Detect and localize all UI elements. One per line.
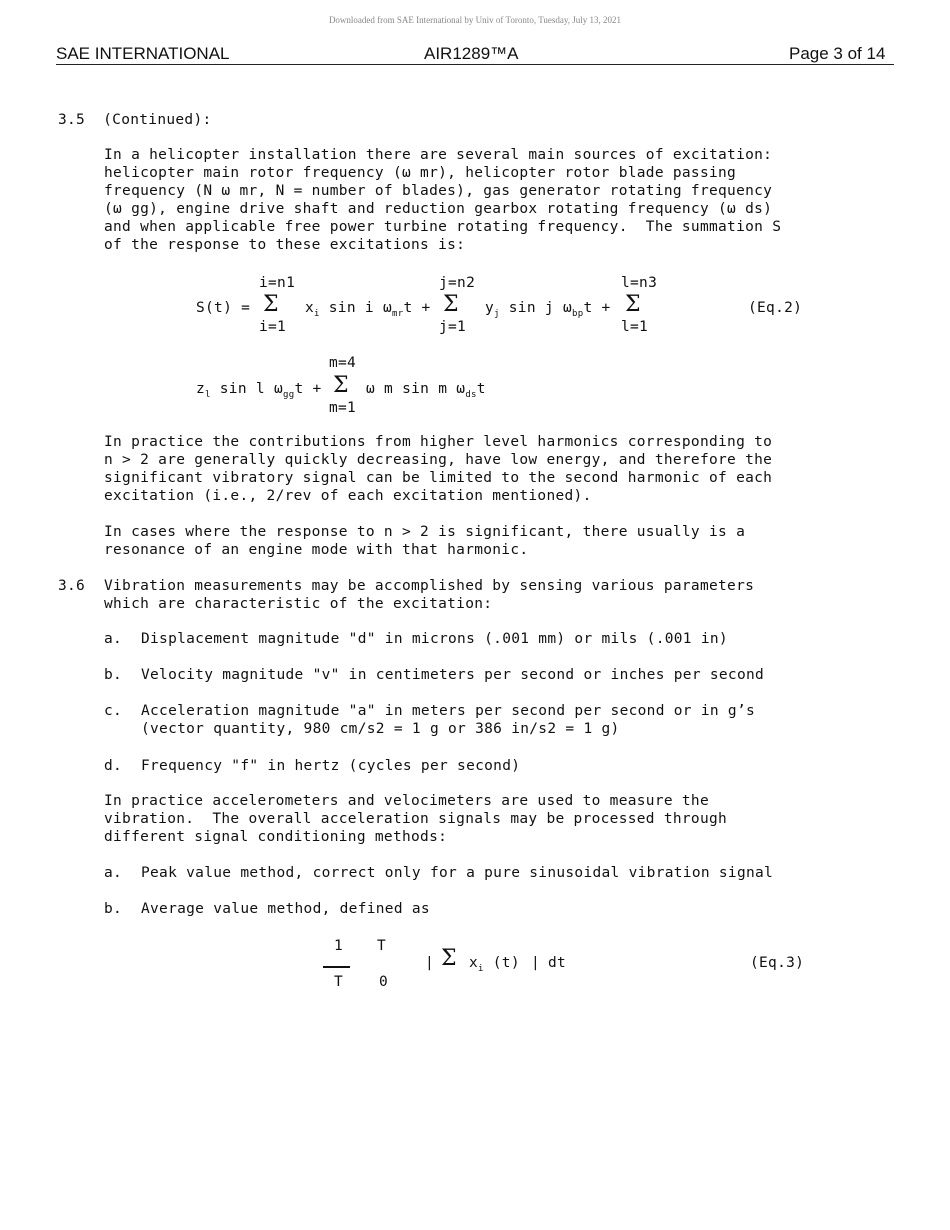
list-item: (vector quantity, 980 cm/s2 = 1 g or 386 in/s2 = 1 g)	[141, 721, 620, 737]
fraction-denominator: T	[334, 974, 344, 990]
sigma-symbol: Σ	[443, 292, 459, 317]
equation-term: $z_l$ sin l $\omega_{gg}t$ +	[196, 381, 322, 400]
text-line: Vibration measurements may be accomplished by sensing various parameters	[104, 578, 755, 594]
header-doc-id: AIR1289™A	[424, 44, 519, 63]
equation-term: ω m sin m $\omega_{ds}t$	[366, 381, 486, 400]
equation-label: (Eq.2)	[748, 300, 803, 316]
list-marker: c.	[104, 703, 123, 719]
list-marker: b.	[104, 667, 123, 683]
abs-bar-close: |	[531, 955, 541, 971]
text-line: different signal conditioning methods:	[104, 829, 448, 845]
download-notice: Downloaded from SAE International by Univ of Toronto, Tuesday, July 13, 2021	[328, 15, 622, 25]
header-org: SAE INTERNATIONAL	[56, 44, 230, 63]
sigma-symbol: Σ	[625, 292, 641, 317]
text-line: resonance of an engine mode with that harmonic.	[104, 542, 529, 558]
sum-upper-limit: i=n1	[259, 275, 296, 291]
section-3-6-number: 3.6	[58, 578, 86, 594]
header-page-number: Page 3 of 14	[789, 44, 886, 63]
list-marker: d.	[104, 758, 123, 774]
text-line: which are characteristic of the excitation:	[104, 596, 493, 612]
integral-upper-limit: T	[377, 938, 387, 954]
sigma-symbol: Σ	[333, 373, 349, 398]
integral-lower-limit: 0	[379, 974, 389, 990]
list-item: Displacement magnitude "d" in microns (.001 mm) or mils (.001 in)	[141, 631, 728, 647]
sum-lower-limit: j=1	[439, 319, 467, 335]
text-line: of the response to these excitations is:	[104, 237, 466, 253]
text-line: (ω gg), engine drive shaft and reduction gearbox rotating frequency (ω ds)	[104, 201, 773, 217]
sum-upper-limit: l=n3	[621, 275, 658, 291]
text-line: frequency (N ω mr, N = number of blades), gas generator rotating frequency	[104, 183, 773, 199]
sigma-symbol: Σ	[263, 292, 279, 317]
sigma-symbol: Σ	[441, 946, 457, 971]
equation-term: $x_i$ sin i $\omega_{mr}t$ +	[305, 300, 431, 319]
list-item: Velocity magnitude "v" in centimeters per second or inches per second	[141, 667, 765, 683]
abs-bar-open: |	[425, 955, 435, 971]
header-rule	[56, 64, 894, 65]
fraction-bar	[323, 966, 350, 968]
text-line: In practice accelerometers and velocimeters are used to measure the	[104, 793, 709, 809]
sum-lower-limit: i=1	[259, 319, 287, 335]
list-marker: a.	[104, 631, 123, 647]
fraction-numerator: 1	[334, 938, 344, 954]
section-3-5-heading: 3.5 (Continued):	[58, 112, 212, 128]
text-line: vibration. The overall acceleration signals may be processed through	[104, 811, 728, 827]
equation-label: (Eq.3)	[750, 955, 805, 971]
text-line: In cases where the response to n > 2 is significant, there usually is a	[104, 524, 746, 540]
text-line: n > 2 are generally quickly decreasing, have low energy, and therefore the	[104, 452, 773, 468]
sum-upper-limit: j=n2	[439, 275, 476, 291]
list-item: Peak value method, correct only for a pure sinusoidal vibration signal	[141, 865, 774, 881]
text-line: In a helicopter installation there are several main sources of excitation:	[104, 147, 773, 163]
text-line: significant vibratory signal can be limited to the second harmonic of each	[104, 470, 773, 486]
list-item: Frequency "f" in hertz (cycles per second)	[141, 758, 521, 774]
differential: dt	[548, 955, 567, 971]
text-line: and when applicable free power turbine rotating frequency. The summation S	[104, 219, 782, 235]
list-item: Acceleration magnitude "a" in meters per second per second or in g’s	[141, 703, 756, 719]
sum-lower-limit: m=1	[329, 400, 357, 416]
equation-lhs: S(t) =	[196, 300, 251, 316]
list-marker: b.	[104, 901, 123, 917]
text-line: In practice the contributions from higher level harmonics corresponding to	[104, 434, 773, 450]
equation-term: $y_j$ sin j $\omega_{bp}t$ +	[485, 300, 611, 319]
equation-term: $x_i$ (t)	[469, 955, 520, 974]
text-line: helicopter main rotor frequency (ω mr), helicopter rotor blade passing	[104, 165, 737, 181]
sum-lower-limit: l=1	[621, 319, 649, 335]
text-line: excitation (i.e., 2/rev of each excitation mentioned).	[104, 488, 592, 504]
sum-upper-limit: m=4	[329, 355, 357, 371]
list-marker: a.	[104, 865, 123, 881]
list-item: Average value method, defined as	[141, 901, 430, 917]
